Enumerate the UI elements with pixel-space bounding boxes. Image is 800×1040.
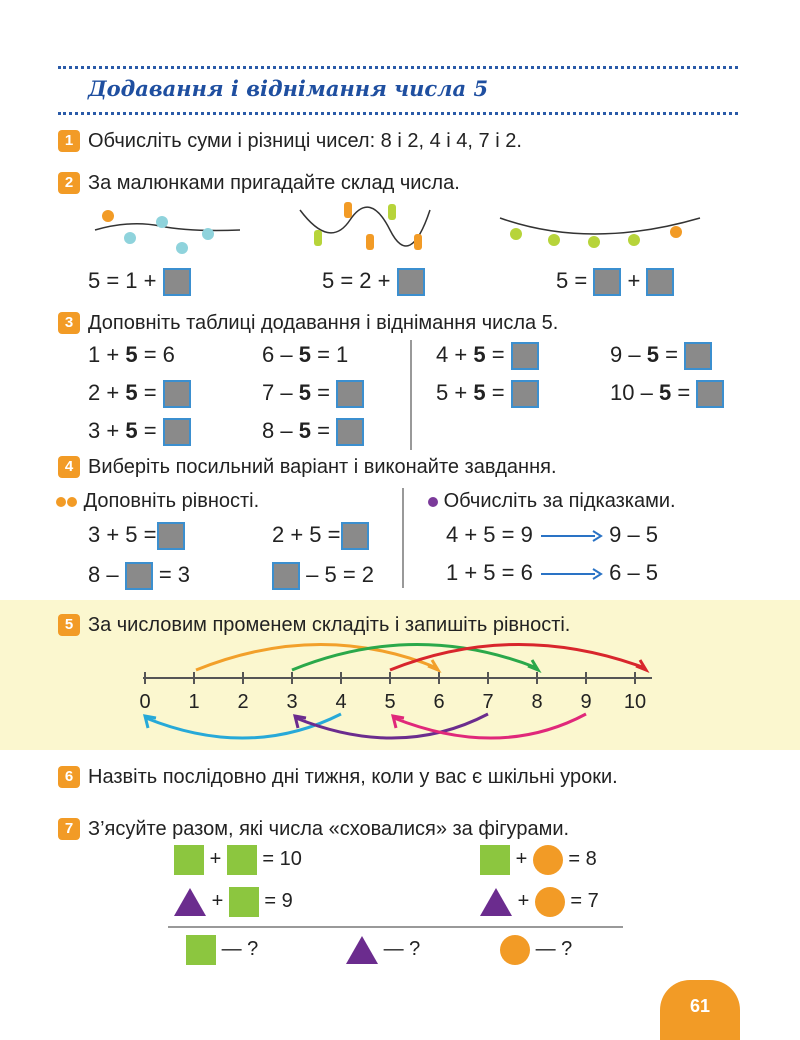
green-square-icon — [480, 845, 510, 875]
bulb-icon — [388, 204, 396, 220]
bulb-icon — [124, 232, 136, 244]
shape-question: — ? — [346, 934, 420, 964]
tick-label: 0 — [139, 691, 151, 713]
answer-box — [646, 268, 674, 296]
bulb-icon — [414, 234, 422, 250]
tick-label: 6 — [433, 691, 445, 713]
bulb-icon — [344, 202, 352, 218]
green-square-icon — [174, 845, 204, 875]
bulb-icon — [156, 216, 168, 228]
green-square-icon — [186, 935, 216, 965]
title-dotted-rule — [58, 112, 738, 115]
shape-equation: + = 9 — [174, 886, 293, 917]
page-number: 61 — [660, 980, 740, 1040]
jump-arrow — [146, 714, 341, 738]
orange-circle-icon — [535, 887, 565, 917]
task-6-text: Назвіть послідовно дні тижня, коли у вас є шкільні уроки. — [88, 766, 618, 788]
equation: – 5 = 2 — [272, 560, 374, 590]
bulb-icon — [588, 236, 600, 248]
shape-equation: + = 7 — [480, 886, 599, 917]
task-number-6: 6 — [58, 766, 80, 788]
tick-label: 2 — [237, 691, 249, 713]
table-equation: 1 + 5 = 6 — [88, 342, 175, 367]
equation: 3 + 5 = — [88, 520, 185, 550]
jump-arrow — [292, 644, 537, 670]
equation: 2 + 5 = — [272, 520, 369, 550]
shape-equation: + = 8 — [480, 844, 597, 875]
hint-equation: 4 + 5 = 9 9 – 5 — [446, 522, 659, 547]
option-easy-title: Доповніть рівності. — [56, 490, 259, 513]
task-3-text: Доповніть таблиці додавання і віднімання числа 5. — [88, 312, 559, 334]
purple-triangle-icon — [174, 888, 206, 916]
table-equation: 8 – 5 = — [262, 416, 364, 446]
garlands-illustration — [90, 200, 710, 260]
table-divider — [410, 340, 412, 450]
equation: 5 = + — [556, 266, 674, 296]
task-4-text: Виберіть посильний варіант і виконайте завдання. — [88, 456, 557, 478]
answer-box — [163, 268, 191, 296]
table-equation: 9 – 5 = — [610, 340, 712, 370]
equation: 5 = 1 + — [88, 266, 191, 296]
table-equation: 10 – 5 = — [610, 378, 724, 408]
hint-equation: 1 + 5 = 6 6 – 5 — [446, 560, 659, 585]
purple-triangle-icon — [480, 888, 512, 916]
option-hard-title: Обчисліть за підказками. — [428, 490, 676, 513]
page-title: Додавання і віднімання числа 5 — [88, 76, 489, 101]
table-equation: 4 + 5 = — [436, 340, 539, 370]
task-number-1: 1 — [58, 130, 80, 152]
tick-label: 1 — [188, 691, 200, 713]
answer-box — [397, 268, 425, 296]
bulb-icon — [628, 234, 640, 246]
tick-label: 9 — [580, 691, 592, 713]
tick-label: 3 — [286, 691, 298, 713]
shape-question: — ? — [500, 934, 572, 965]
task-number-4: 4 — [58, 456, 80, 478]
equation: 5 = 2 + — [322, 266, 425, 296]
shape-question: — ? — [186, 934, 258, 965]
bulb-icon — [102, 210, 114, 222]
options-divider — [402, 488, 404, 588]
purple-triangle-icon — [346, 936, 378, 964]
table-equation: 7 – 5 = — [262, 378, 364, 408]
equation: 8 – = 3 — [88, 560, 190, 590]
bulb-icon — [314, 230, 322, 246]
bulb-icon — [510, 228, 522, 240]
tick-label: 10 — [623, 691, 647, 713]
answer-divider — [168, 926, 623, 928]
tick-label: 5 — [384, 691, 396, 713]
table-equation: 2 + 5 = — [88, 378, 191, 408]
top-dotted-rule — [58, 66, 738, 69]
shape-equation: + = 10 — [174, 844, 302, 875]
bulb-icon — [366, 234, 374, 250]
tick-label: 4 — [335, 691, 347, 713]
bulb-icon — [176, 242, 188, 254]
task-7-text: З’ясуйте разом, які числа «сховалися» за фігурами. — [88, 818, 570, 840]
task-number-2: 2 — [58, 172, 80, 194]
answer-box — [593, 268, 621, 296]
bulb-icon — [202, 228, 214, 240]
table-equation: 5 + 5 = — [436, 378, 539, 408]
task-2-text: За малюнками пригадайте склад числа. — [88, 172, 460, 194]
bulb-icon — [548, 234, 560, 246]
number-line — [0, 640, 800, 750]
bulb-icon — [670, 226, 682, 238]
green-square-icon — [227, 845, 257, 875]
table-equation: 6 – 5 = 1 — [262, 342, 349, 367]
orange-circle-icon — [500, 935, 530, 965]
tick-label: 7 — [482, 691, 494, 713]
task-1-text: Обчисліть суми і різниці чисел: 8 і 2, 4 і 4, 7 і 2. — [88, 130, 522, 152]
task-5-text: За числовим променем складіть і запишіть рівності. — [88, 614, 571, 636]
orange-circle-icon — [533, 845, 563, 875]
table-equation: 3 + 5 = — [88, 416, 191, 446]
tick-label: 8 — [531, 691, 543, 713]
green-square-icon — [229, 887, 259, 917]
task-number-7: 7 — [58, 818, 80, 840]
task-number-3: 3 — [58, 312, 80, 334]
task-number-5: 5 — [58, 614, 80, 636]
